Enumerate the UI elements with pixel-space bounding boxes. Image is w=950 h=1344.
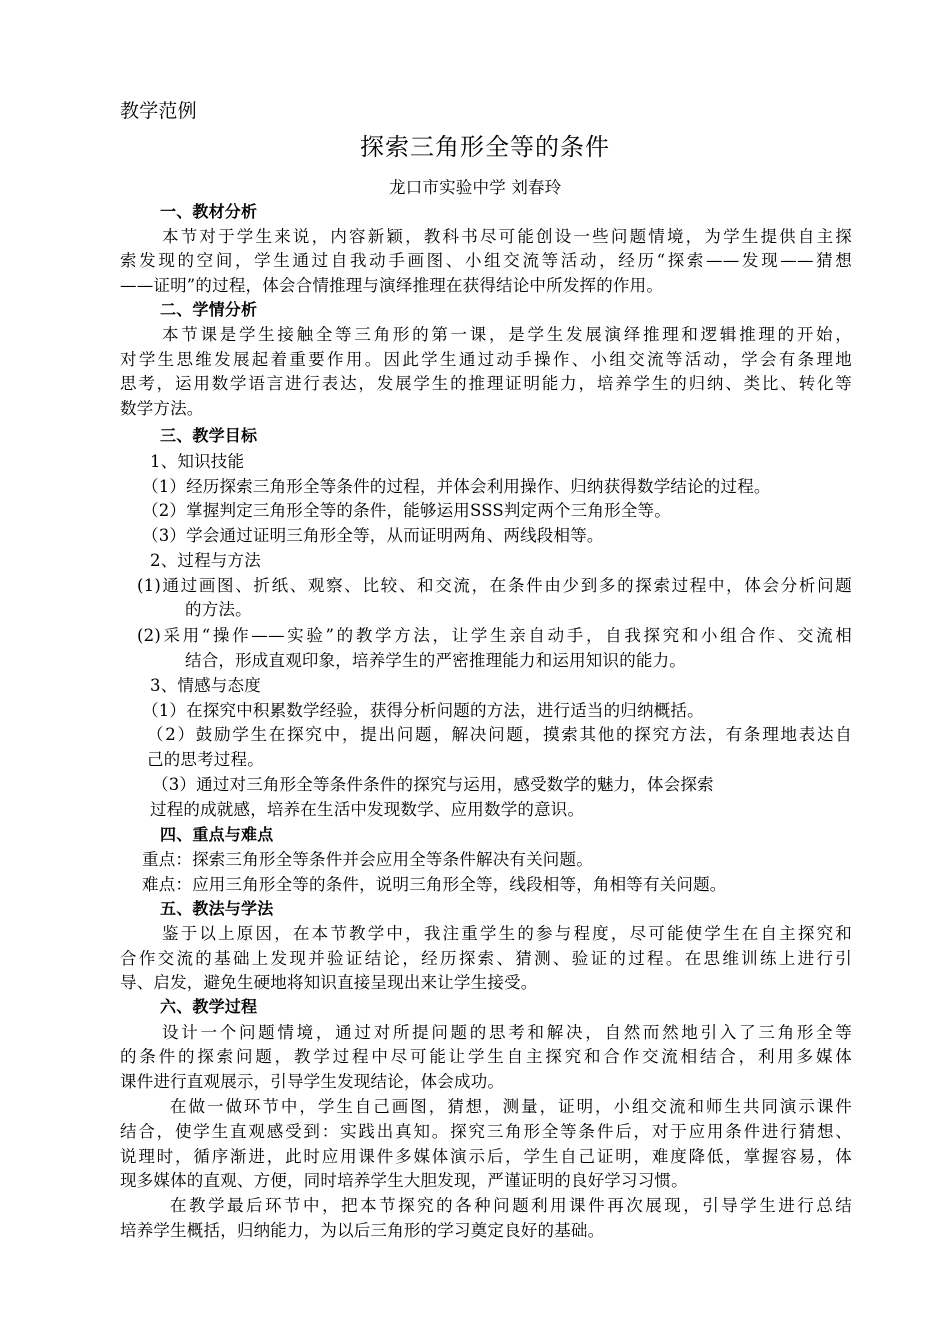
paragraph-line: 合作交流的基础上发现并验证结论，经历探索、猜测、验证的过程。在思维训练上进行引 xyxy=(120,949,852,968)
section-heading-methods: 五、教法与学法 xyxy=(160,899,274,918)
list-item: （1）经历探索三角形全等条件的过程，并体会利用操作、归纳获得数学结论的过程。 xyxy=(142,477,771,496)
paragraph-line: 本节课是学生接触全等三角形的第一课，是学生发展演绎推理和逻辑推理的开始， xyxy=(162,325,852,344)
paragraph-line: 在做一做环节中，学生自己画图，猜想，测量，证明，小组交流和师生共同演示课件 xyxy=(170,1097,852,1116)
list-item-continuation: 的方法。 xyxy=(185,600,252,619)
section-heading-materials: 一、教材分析 xyxy=(160,202,258,221)
paragraph-line: 设计一个问题情境，通过对所提问题的思考和解决，自然而然地引入了三角形全等 xyxy=(162,1023,852,1042)
list-item-continuation: 结合，形成直观印象，培养学生的严密推理能力和运用知识的能力。 xyxy=(185,651,686,670)
paragraph-line: 数学方法。 xyxy=(120,399,204,418)
list-item: （2）鼓励学生在探究中，提出问题，解决问题，摸索其他的探究方法，有条理地表达自 xyxy=(147,725,852,744)
list-item-continuation: 过程的成就感，培养在生活中发现数学、应用数学的意识。 xyxy=(150,800,585,819)
paragraph-line: 培养学生概括，归纳能力，为以后三角形的学习奠定良好的基础。 xyxy=(120,1221,605,1240)
paragraph-line: 的条件的探索问题，教学过程中尽可能让学生自主探究和合作交流相结合，利用多媒体 xyxy=(120,1047,852,1066)
author-line: 龙口市实验中学 刘春玲 xyxy=(389,178,562,197)
paragraph-line: 索发现的空间，学生通过自我动手画图、小组交流等活动，经历“探索——发现——猜想 xyxy=(120,251,852,270)
section-heading-key-points: 四、重点与难点 xyxy=(160,825,274,844)
list-item: （2）掌握判定三角形全等的条件，能够运用SSS判定两个三角形全等。 xyxy=(142,501,671,520)
list-item: (2)采用“操作——实验”的教学方法，让学生亲自动手，自我探究和小组合作、交流相 xyxy=(137,626,852,645)
key-point: 重点：探索三角形全等条件并会应用全等条件解决有关问题。 xyxy=(142,850,593,869)
section-heading-students: 二、学情分析 xyxy=(160,300,258,319)
doc-label: 教学范例 xyxy=(120,100,197,122)
paragraph-line: 鉴于以上原因，在本节教学中，我注重学生的参与程度，尽可能使学生在自主探究和 xyxy=(162,924,852,943)
list-item: (1)通过画图、折纸、观察、比较、和交流，在条件由少到多的探索过程中，体会分析问题 xyxy=(137,576,852,595)
paragraph-line: 课件进行直观展示，引导学生发现结论，体会成功。 xyxy=(120,1072,505,1091)
paragraph-line: 思考，运用数学语言进行表达，发展学生的推理证明能力，培养学生的归纳、类比、转化等 xyxy=(120,374,852,393)
paragraph-line: 说理时，循序渐进，此时应用课件多媒体演示后，学生自己证明，难度降低，掌握容易，体 xyxy=(120,1147,852,1166)
difficult-point: 难点：应用三角形全等的条件，说明三角形全等，线段相等，角相等有关问题。 xyxy=(142,875,727,894)
subheading-knowledge: 1、知识技能 xyxy=(150,452,245,471)
page-title: 探索三角形全等的条件 xyxy=(360,133,610,161)
paragraph-line: 本节对于学生来说，内容新颖，教科书尽可能创设一些问题情境，为学生提供自主探 xyxy=(162,227,852,246)
list-item-continuation: 己的思考过程。 xyxy=(147,750,264,769)
paragraph-line: 现多媒体的直观、方便，同时培养学生大胆发现，严谨证明的良好学习习惯。 xyxy=(120,1171,688,1190)
paragraph-line: 对学生思维发展起着重要作用。因此学生通过动手操作、小组交流等活动，学会有条理地 xyxy=(120,350,852,369)
paragraph-line: 结合，使学生直观感受到：实践出真知。探究三角形全等条件后，对于应用条件进行猜想、 xyxy=(120,1122,852,1141)
subheading-attitude: 3、情感与态度 xyxy=(150,676,261,695)
list-item: （1）在探究中积累数学经验，获得分析问题的方法，进行适当的归纳概括。 xyxy=(142,701,704,720)
list-item: （3）通过对三角形全等条件条件的探究与运用，感受数学的魅力，体会探索 xyxy=(152,775,714,794)
paragraph-line: 在教学最后环节中，把本节探究的各种问题利用课件再次展现，引导学生进行总结 xyxy=(170,1196,852,1215)
paragraph-line: ——证明”的过程，体会合情推理与演绎推理在获得结论中所发挥的作用。 xyxy=(120,276,664,295)
section-heading-objectives: 三、教学目标 xyxy=(160,426,258,445)
section-heading-process: 六、教学过程 xyxy=(160,997,258,1016)
paragraph-line: 导、启发，避免生硬地将知识直接呈现出来让学生接受。 xyxy=(120,973,538,992)
subheading-process: 2、过程与方法 xyxy=(150,551,261,570)
list-item: （3）学会通过证明三角形全等，从而证明两角、两线段相等。 xyxy=(142,526,604,545)
